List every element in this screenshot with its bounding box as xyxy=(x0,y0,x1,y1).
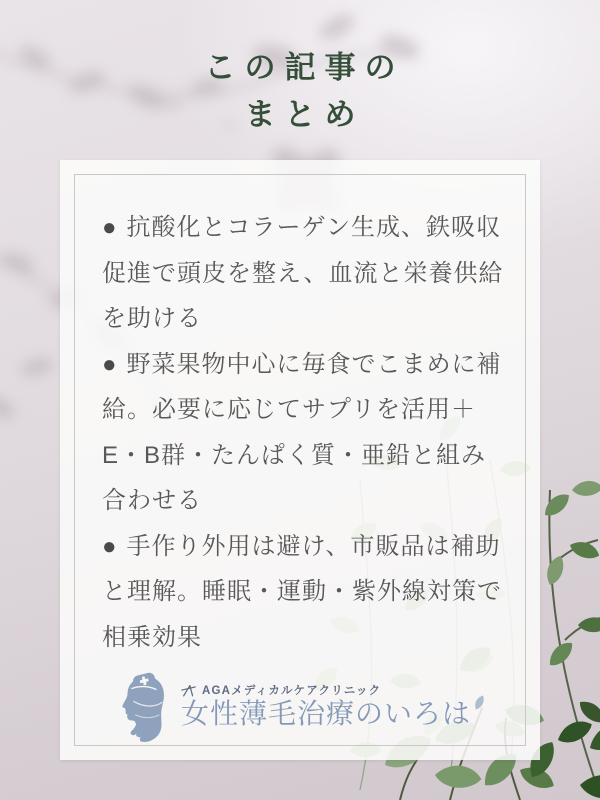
bullet-icon: ● xyxy=(102,214,118,241)
title-line-1: この記事の xyxy=(204,50,405,85)
card-content xyxy=(75,175,525,745)
woman-profile-nurse-icon xyxy=(114,672,172,742)
site-name-row xyxy=(181,698,486,732)
title-line-2: まとめ xyxy=(244,97,365,132)
summary-text-line: E・B群・たんぱく質・亜鉛と組み xyxy=(102,441,487,469)
summary-item xyxy=(102,524,502,661)
summary-text-line: と理解。睡眠・運動・紫外線対策で xyxy=(102,578,502,605)
summary-text-line: 給。必要に応じてサプリを活用＋ xyxy=(102,396,477,423)
summary-text-line: 相乗効果 xyxy=(102,623,202,651)
page-title xyxy=(0,44,600,138)
site-name: 女性薄毛治療のいろは xyxy=(180,699,471,730)
summary-text-line: 野菜果物中心に毎食でこまめに補 xyxy=(126,350,502,378)
summary-item xyxy=(102,205,504,342)
summary-text-line: 合わせる xyxy=(102,487,202,514)
summary-text-line: を助ける xyxy=(102,305,202,332)
logo-text-block xyxy=(181,682,486,732)
bullet-icon: ● xyxy=(102,350,118,378)
summary-text-line: 手作り外用は避け、市販品は補助 xyxy=(126,532,501,560)
bullet-icon: ● xyxy=(102,532,118,560)
summary-text-line: 抗酸化とコラーゲン生成、鉄吸収 xyxy=(126,214,502,241)
summary-card xyxy=(60,160,540,760)
clinic-name: AGAメディカルケアクリニック xyxy=(201,685,382,697)
summary-text-line: 促進で頭皮を整え、血流と栄養供給 xyxy=(102,259,504,287)
clinic-logo xyxy=(102,672,498,742)
summary-item xyxy=(102,342,502,524)
logo-monogram-icon xyxy=(181,684,197,697)
clinic-name-row xyxy=(181,682,486,698)
